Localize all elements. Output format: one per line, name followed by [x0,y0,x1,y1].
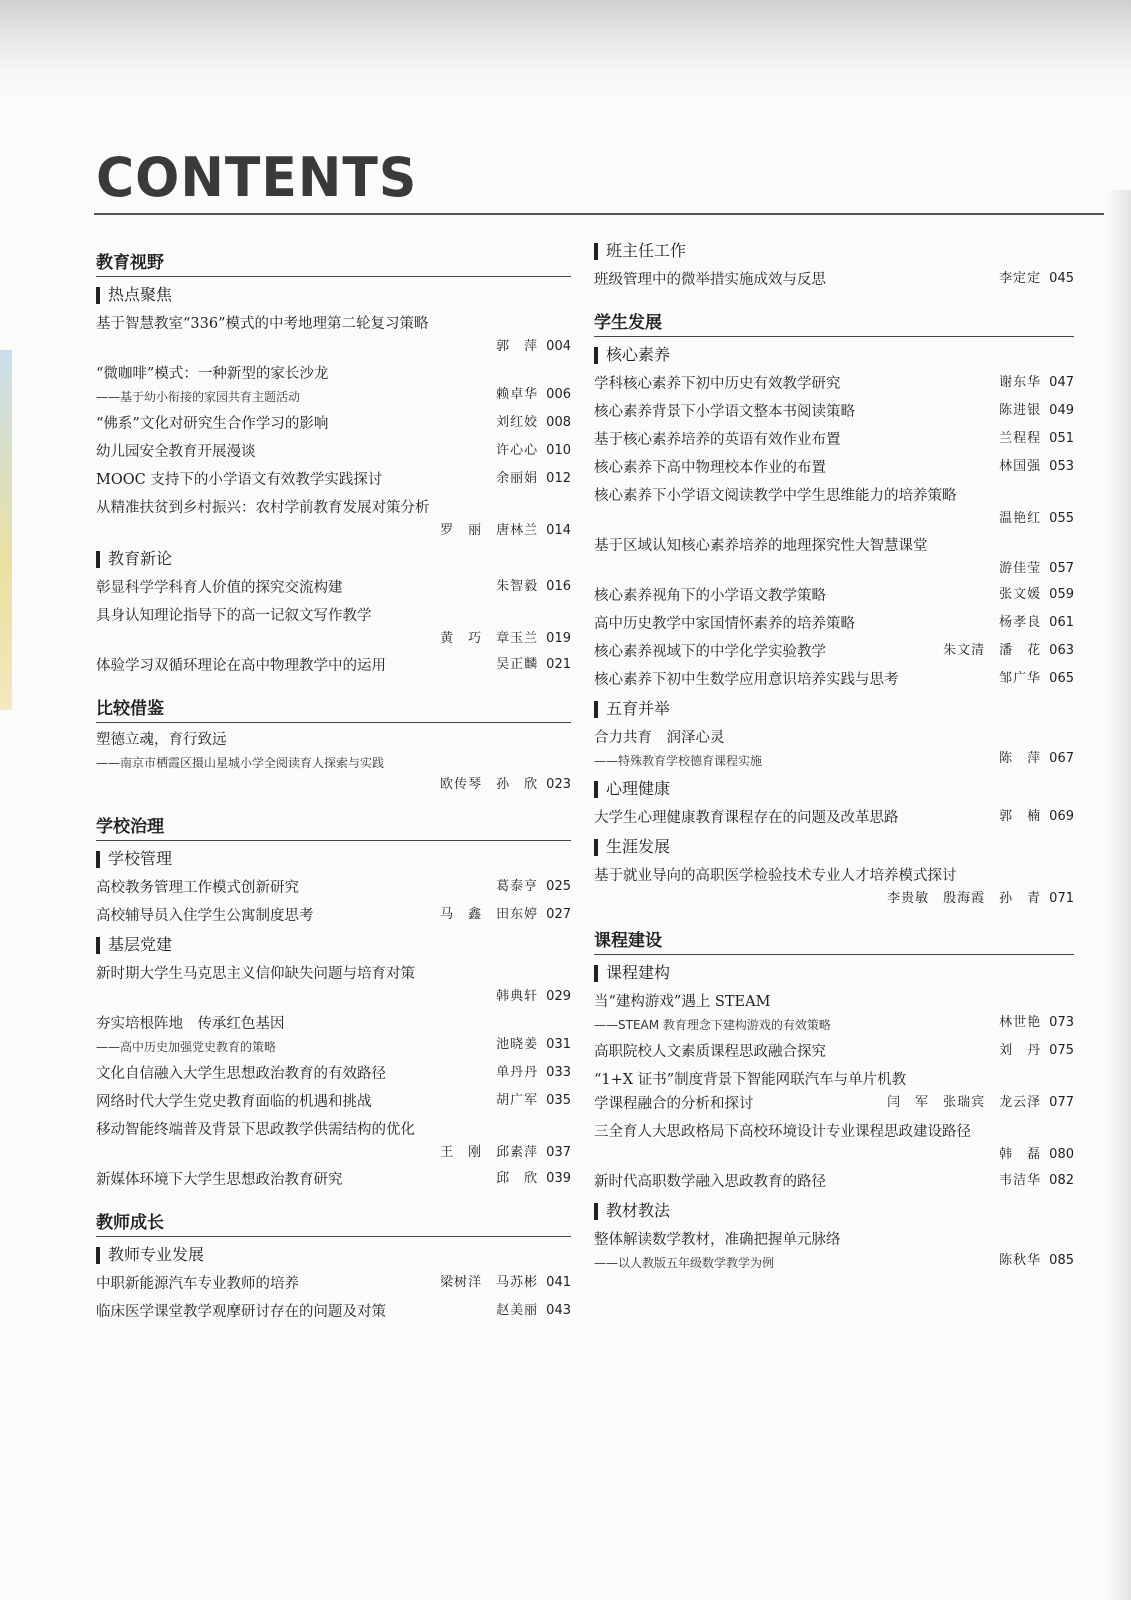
article-meta [496,440,571,462]
toc-entry[interactable] [96,440,571,464]
article-meta [496,1300,571,1322]
article-authors: 单丹丹 [496,1065,539,1080]
toc-entry[interactable] [96,496,571,542]
article-meta [887,1092,1074,1114]
article-authors: 闫 军 张瑞宾 龙云泽 [887,1095,1042,1110]
page-number[interactable]: 004 [546,339,571,354]
article-title[interactable]: 夯实培根阵地 传承红色基因 [96,1016,285,1032]
article-authors: 林世艳 [999,1015,1042,1030]
article-authors: 韦洁华 [999,1173,1042,1188]
article-title[interactable]: 临床医学课堂教学观摩研讨存在的问题及对策 [96,1304,386,1320]
page-number[interactable]: 014 [546,523,571,538]
section-gap [96,800,571,810]
article-title[interactable]: 核心素养下高中物理校本作业的布置 [594,460,826,476]
article-meta [943,640,1074,662]
toc-entry[interactable] [594,1068,1074,1116]
page-number[interactable]: 006 [546,387,571,402]
section-gap [96,682,571,692]
toc-entry[interactable] [96,1090,571,1114]
toc-entry[interactable] [594,372,1074,396]
toc-entry[interactable] [594,584,1074,608]
page-number[interactable]: 008 [546,415,571,430]
article-meta [594,558,1074,580]
article-title[interactable]: 新时期大学生马克思主义信仰缺失问题与培育对策 [96,966,415,982]
article-title[interactable]: 彰显科学学科育人价值的探究交流构建 [96,580,343,596]
page-number[interactable]: 065 [1049,671,1074,686]
article-title[interactable]: 核心素养下初中生数学应用意识培养实践与思考 [594,672,899,688]
article-title[interactable]: 整体解读数学教材，准确把握单元脉络 [594,1232,841,1248]
article-title[interactable]: 基于就业导向的高职医学检验技术专业人才培养模式探讨 [594,868,957,884]
article-title[interactable]: 文化自信融入大学生思想政治教育的有效路径 [96,1066,386,1082]
subsection-title: 教育新论 [96,546,571,572]
article-title[interactable]: 体验学习双循环理论在高中物理教学中的运用 [96,658,386,674]
article-title[interactable]: 新媒体环境下大学生思想政治教育研究 [96,1172,343,1188]
page-number[interactable]: 067 [1049,751,1074,766]
article-title[interactable]: 当“建构游戏”遇上 STEAM [594,994,771,1010]
article-authors: 罗 丽 唐林兰 [440,523,539,538]
article-subtitle: ——高中历史加强党史教育的策略 [96,1040,277,1054]
toc-entry[interactable] [96,468,571,492]
toc-entry[interactable] [594,1228,1074,1274]
page-number[interactable]: 037 [546,1145,571,1160]
article-meta [999,268,1074,290]
subsection-title: 学校管理 [96,846,571,872]
page-number[interactable]: 085 [1049,1253,1074,1268]
article-authors: 葛泰亨 [496,879,539,894]
toc-entry[interactable] [96,904,571,928]
subsection-title: 教师专业发展 [96,1242,571,1268]
page-number[interactable]: 051 [1049,431,1074,446]
article-authors: 邹广华 [999,671,1042,686]
article-authors: 李贵敏 殷海霞 孙 青 [887,891,1042,906]
article-authors: 张文媛 [999,587,1042,602]
article-authors: 兰程程 [999,431,1042,446]
page-number[interactable]: 077 [1049,1095,1074,1110]
page-title: CONTENTS [96,146,418,210]
page-fold-shadow [1105,190,1131,1600]
subsection-title: 核心素养 [594,342,1074,368]
toc-section [594,924,1074,1274]
page-number[interactable]: 053 [1049,459,1074,474]
page-number[interactable]: 027 [546,907,571,922]
toc-entry[interactable] [594,640,1074,664]
article-title[interactable]: 幼儿园安全教育开展漫谈 [96,444,256,460]
toc-entry[interactable] [594,1170,1074,1194]
section-title: 学生发展 [594,306,1074,337]
article-authors: 胡广军 [496,1093,539,1108]
article-authors: 吴正麟 [496,657,539,672]
toc-entry[interactable] [594,864,1074,910]
toc-entry[interactable] [96,1012,571,1058]
page-number[interactable]: 073 [1049,1015,1074,1030]
article-authors: 林国强 [999,459,1042,474]
article-authors: 刘红姣 [496,415,539,430]
article-title[interactable]: 基于核心素养培养的英语有效作业布置 [594,432,841,448]
article-title[interactable]: 核心素养视域下的中学化学实验教学 [594,644,826,660]
toc-section [96,692,571,796]
article-meta [999,456,1074,478]
toc-right-column [594,236,1074,1288]
toc-section [96,246,571,678]
article-meta [999,748,1074,770]
toc-entry[interactable] [594,1120,1074,1166]
toc-entry[interactable] [594,400,1074,424]
subsection-title: 教材教法 [594,1198,1074,1224]
page-number[interactable]: 019 [546,631,571,646]
section-gap [594,914,1074,924]
article-authors: 温艳红 [999,511,1042,526]
article-title[interactable]: 高校教务管理工作模式创新研究 [96,880,299,896]
section-gap [96,1196,571,1206]
article-title[interactable]: 高校辅导员入住学生公寓制度思考 [96,908,314,924]
article-title[interactable]: 基于区域认知核心素养培养的地理探究性大智慧课堂 [594,538,928,554]
toc-entry[interactable] [594,1040,1074,1064]
article-meta [594,1144,1074,1166]
toc-entry[interactable] [96,728,571,796]
article-authors: 马 鑫 田东婷 [440,907,539,922]
scan-shadow [0,0,1131,100]
article-meta [496,1034,571,1056]
article-authors: 刘 丹 [999,1043,1042,1058]
article-title[interactable]: “微咖啡”模式：一种新型的家长沙龙 [96,366,329,382]
section-gap [96,1328,571,1338]
article-authors: 郭 萍 [496,339,539,354]
article-authors: 赖卓华 [496,387,539,402]
toc-entry[interactable] [594,456,1074,480]
section-title: 教育视野 [96,246,571,277]
page-number[interactable]: 035 [546,1093,571,1108]
article-title[interactable]: 学科核心素养下初中历史有效教学研究 [594,376,841,392]
page-number[interactable]: 021 [546,657,571,672]
article-meta [999,806,1074,828]
subsection-title: 生涯发展 [594,834,1074,860]
page-number[interactable]: 071 [1049,891,1074,906]
article-meta [999,1250,1074,1272]
article-title[interactable]: 从精准扶贫到乡村振兴：农村学前教育发展对策分析 [96,500,430,516]
section-gap [594,296,1074,306]
article-authors: 黄 巧 章玉兰 [440,631,539,646]
subsection-title: 课程建构 [594,960,1074,986]
article-subtitle: ——基于幼小衔接的家园共育主题活动 [96,390,301,404]
toc-entry[interactable] [594,484,1074,530]
article-title[interactable]: 核心素养背景下小学语文整本书阅读策略 [594,404,855,420]
article-authors: 许心心 [496,443,539,458]
article-title[interactable]: “佛系”文化对研究生合作学习的影响 [96,416,329,432]
toc-entry[interactable] [96,362,571,408]
article-title[interactable]: 大学生心理健康教育课程存在的问题及改革思路 [594,810,899,826]
article-meta [999,612,1074,634]
article-meta [594,888,1074,910]
article-meta [96,336,571,358]
page-number[interactable]: 023 [546,777,571,792]
article-meta [999,1012,1074,1034]
toc-entry[interactable] [594,268,1074,292]
toc-entry[interactable] [594,806,1074,830]
article-title[interactable]: 高中历史教学中家国情怀素养的培养策略 [594,616,855,632]
toc-section [594,238,1074,292]
article-title[interactable]: “1+X 证书”制度背景下智能网联汽车与单片机教学课程融合的分析和探讨 [594,1072,907,1112]
subsection-title: 五育并举 [594,696,1074,722]
page-number[interactable]: 041 [546,1275,571,1290]
article-meta [496,384,571,406]
section-title: 比较借鉴 [96,692,571,723]
article-meta [96,986,571,1008]
article-authors: 陈秋华 [999,1253,1042,1268]
article-authors: 王 刚 邱素萍 [440,1145,539,1160]
page-number[interactable]: 045 [1049,271,1074,286]
toc-entry[interactable] [96,412,571,436]
article-title[interactable]: 核心素养视角下的小学语文教学策略 [594,588,826,604]
article-meta [96,1142,571,1164]
page-number[interactable]: 055 [1049,511,1074,526]
article-authors: 韩 磊 [999,1147,1042,1162]
article-meta [999,1170,1074,1192]
article-meta [496,1090,571,1112]
article-title[interactable]: 合力共育 润泽心灵 [594,730,725,746]
article-meta [440,904,571,926]
toc-entry[interactable] [96,1300,571,1324]
section-title: 课程建设 [594,924,1074,955]
article-title[interactable]: 班级管理中的微举措实施成效与反思 [594,272,826,288]
article-authors: 赵美丽 [496,1303,539,1318]
page-number[interactable]: 069 [1049,809,1074,824]
section-title: 教师成长 [96,1206,571,1237]
article-subtitle: ——特殊教育学校德育课程实施 [594,754,763,768]
article-meta [999,668,1074,690]
article-meta [496,576,571,598]
subsection-title: 心理健康 [594,776,1074,802]
toc-entry[interactable] [96,654,571,678]
article-meta [496,412,571,434]
article-meta [496,1168,571,1190]
page-number[interactable]: 029 [546,989,571,1004]
article-subtitle: ——以人教版五年级数学教学为例 [594,1256,775,1270]
article-authors: 游佳莹 [999,561,1042,576]
article-title[interactable]: 基于智慧教室“336”模式的中考地理第二轮复习策略 [96,316,429,332]
page-number[interactable]: 031 [546,1037,571,1052]
article-meta [496,654,571,676]
page-number[interactable]: 033 [546,1065,571,1080]
article-title[interactable]: 高职院校人文素质课程思政融合探究 [594,1044,826,1060]
article-authors: 郭 楠 [999,809,1042,824]
article-title[interactable]: 核心素养下小学语文阅读教学中学生思维能力的培养策略 [594,488,957,504]
toc-entry[interactable] [96,1168,571,1192]
article-title[interactable]: 网络时代大学生党史教育面临的机遇和挑战 [96,1094,372,1110]
page-number[interactable]: 057 [1049,561,1074,576]
article-subtitle: ——南京市栖霞区摄山星城小学全阅读育人探索与实践 [96,756,385,770]
article-subtitle: ——STEAM 教育理念下建构游戏的有效策略 [594,1018,831,1032]
toc-section [594,306,1074,910]
page-number[interactable]: 047 [1049,375,1074,390]
page-number[interactable]: 080 [1049,1147,1074,1162]
page-number[interactable]: 012 [546,471,571,486]
toc-entry[interactable] [594,428,1074,452]
article-meta [496,876,571,898]
toc-entry[interactable] [96,604,571,650]
toc-entry[interactable] [594,668,1074,692]
page-number[interactable]: 059 [1049,587,1074,602]
article-meta [999,400,1074,422]
page-number[interactable]: 049 [1049,403,1074,418]
article-meta [496,1062,571,1084]
article-authors: 朱智毅 [496,579,539,594]
title-rule [94,213,1104,215]
subsection-title: 热点聚焦 [96,282,571,308]
article-meta [999,1040,1074,1062]
article-meta [96,628,571,650]
article-title[interactable]: 新时代高职数学融入思政教育的路径 [594,1174,826,1190]
article-title[interactable]: 移动智能终端普及背景下思政教学供需结构的优化 [96,1122,415,1138]
toc-entry[interactable] [96,1118,571,1164]
toc-entry[interactable] [96,962,571,1008]
toc-section [96,1206,571,1324]
article-authors: 池晓姜 [496,1037,539,1052]
article-meta [496,468,571,490]
subsection-title: 基层党建 [96,932,571,958]
article-authors: 余丽娟 [496,471,539,486]
article-authors: 邱 欣 [496,1171,539,1186]
article-meta [440,1272,571,1294]
article-authors: 杨孝良 [999,615,1042,630]
page-number[interactable]: 063 [1049,643,1074,658]
page-number[interactable]: 043 [546,1303,571,1318]
section-gap [594,1278,1074,1288]
toc-entry[interactable] [96,876,571,900]
article-title[interactable]: 具身认知理论指导下的高一记叙文写作教学 [96,608,372,624]
article-title[interactable]: 塑德立魂，育行致远 [96,732,227,748]
toc-left-column [96,246,571,1338]
toc-entry[interactable] [96,576,571,600]
toc-entry[interactable] [594,612,1074,636]
toc-entry[interactable] [594,990,1074,1036]
article-meta [999,372,1074,394]
article-meta [96,774,571,796]
toc-entry[interactable] [96,1272,571,1296]
page-number[interactable]: 082 [1049,1173,1074,1188]
article-authors: 朱文清 潘 花 [943,643,1042,658]
page-number[interactable]: 016 [546,579,571,594]
article-title[interactable]: 三全育人大思政格局下高校环境设计专业课程思政建设路径 [594,1124,971,1140]
page-number[interactable]: 025 [546,879,571,894]
toc-entry[interactable] [594,534,1074,580]
page-number[interactable]: 039 [546,1171,571,1186]
toc-entry[interactable] [96,312,571,358]
article-meta [96,520,571,542]
section-title: 学校治理 [96,810,571,841]
article-authors: 李定定 [999,271,1042,286]
article-authors: 韩典轩 [496,989,539,1004]
article-authors: 欧传琴 孙 欣 [440,777,539,792]
article-authors: 陈进银 [999,403,1042,418]
article-title[interactable]: MOOC 支持下的小学语文有效教学实践探讨 [96,472,383,488]
toc-entry[interactable] [96,1062,571,1086]
scan-edge-strip [0,350,12,710]
subsection-title: 班主任工作 [594,238,1074,264]
article-authors: 梁树洋 马苏彬 [440,1275,539,1290]
article-meta [999,584,1074,606]
article-authors: 陈 萍 [999,751,1042,766]
article-title[interactable]: 中职新能源汽车专业教师的培养 [96,1276,299,1292]
article-meta [999,428,1074,450]
toc-entry[interactable] [594,726,1074,772]
toc-section [96,810,571,1192]
page-number[interactable]: 061 [1049,615,1074,630]
article-authors: 谢东华 [999,375,1042,390]
page-number[interactable]: 075 [1049,1043,1074,1058]
article-meta [594,508,1074,530]
page-number[interactable]: 010 [546,443,571,458]
